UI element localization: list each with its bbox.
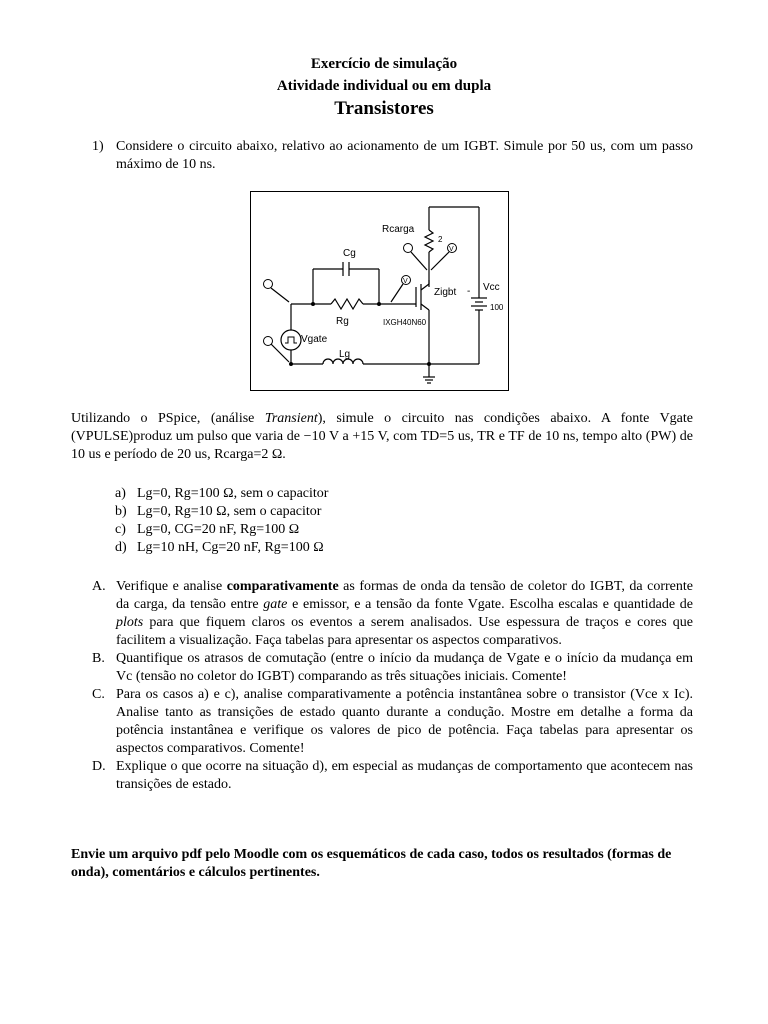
case-item-c [115,521,328,539]
title-line-1: Exercício de simulação [310,56,458,72]
probe-v-label-collector: V [449,246,454,253]
label-part: IXGH40N60 [383,318,427,327]
task-a-bold: comparativamente [226,579,339,594]
task-item-c [92,686,693,758]
task-label: D. [92,759,106,774]
case-text: Lg=10 nH, Cg=20 nF, Rg=100 Ω [137,540,324,555]
label-zigbt: Zigbt [434,287,457,298]
task-list [92,578,693,794]
case-label: b) [115,504,127,519]
task-item-a [92,578,693,650]
case-label: c) [115,522,126,537]
intro-part-1: Utilizando o PSpice, (análise [71,411,265,426]
label-rg: Rg [336,316,349,327]
circuit-schematic [250,191,509,391]
case-text: Lg=0, CG=20 nF, Rg=100 Ω [137,522,300,537]
title-line-2: Atividade individual ou em dupla [276,78,492,94]
question-1 [92,138,693,174]
task-b-text: Quantifique os atrasos de comutação (entre o início da mudança de Vgate e o início da mudança em Vc (tensão no coletor do IGBT) comparando as três situações iniciais. Comente! [116,651,693,684]
case-text: Lg=0, Rg=100 Ω, sem o capacitor [137,486,329,501]
task-item-d [92,758,693,794]
label-vcc-value: 100 [490,303,504,312]
label-vcc: Vcc [483,282,500,293]
case-label: d) [115,540,127,555]
case-item-a [115,485,328,503]
case-text: Lg=0, Rg=10 Ω, sem o capacitor [137,504,322,519]
case-item-b [115,503,328,521]
intro-paragraph [71,410,693,464]
case-item-d [115,539,328,557]
task-label: C. [92,687,105,702]
question-1-text: Considere o circuito abaixo, relativo ao acionamento de um IGBT. Simule por 50 us, com um passo máximo de 10 ns. [116,139,693,172]
label-lg: Lg [339,349,351,360]
task-a-text-2: as formas de onda da tensão de coletor do IGBT, da corrente da carga, da tensão entre [116,579,693,612]
task-c-text: Para os casos a) e c), analise comparativamente a potência instantânea sobre o transistor (Vce x Ic). Analise tanto as transições de estado quanto durante a condução. Mostre em detalhe a forma da potência instantânea e verifique os valores de pico de potência. Faça tabelas para apresentar os aspectos comparativos. Comente! [116,687,693,756]
task-d-text: Explique o que ocorre na situação d), em especial as mudanças de comportamento que acontecem nas transições de estado. [116,759,693,792]
task-a-text-3: e emissor, e a tensão da fonte Vgate. Escolha escalas e quantidade de [287,597,693,612]
task-a-italic-plots: plots [116,615,144,630]
label-rcarga: Rcarga [382,224,415,235]
circuit-diagram [251,192,508,390]
label-rcarga-value: 2 [438,235,443,244]
task-label: B. [92,651,105,666]
case-label: a) [115,486,126,501]
intro-part-2: ), simule o circuito nas condições abaixo. A fonte Vgate (VPULSE)produz um pulso que varia de −10 V a +15 V, com TD=5 us, TR e TF de 10 ns, tempo alto (PW) de 10 us e período de 20 us, Rcarga=2 Ω. [71,411,693,462]
case-list [115,485,328,557]
probe-v-label-gate: V [403,278,408,285]
label-vgate: Vgate [301,334,328,345]
task-label: A. [92,579,106,594]
task-a-italic-gate: gate [263,597,288,612]
submission-instructions: Envie um arquivo pdf pelo Moodle com os esquemáticos de cada caso, todos os resultados (formas de onda), comentários e cálculos pertinentes. [71,847,672,880]
label-vcc-minus: - [467,286,471,297]
label-cg: Cg [343,248,356,259]
task-a-text-1: Verifique e analise [116,579,227,594]
intro-italic-transient: Transient [264,411,318,426]
title-line-3: Transistores [334,98,434,119]
task-item-b [92,650,693,686]
question-1-number: 1) [92,139,104,154]
task-a-text-4: para que fiquem claros os eventos a serem analisados. Use espessura de traços e cores que facilitem a visualização. Faça tabelas para apresentar os aspectos comparativos. [116,615,693,648]
